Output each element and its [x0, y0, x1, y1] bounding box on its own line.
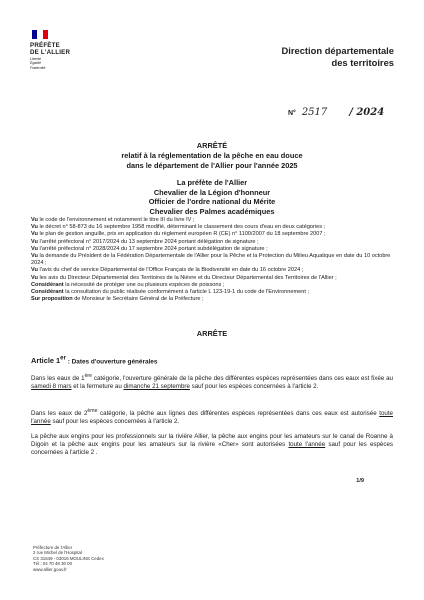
footer-address	[33, 545, 104, 572]
arrete-heading: ARRÊTE	[196, 329, 228, 338]
title-line-1: relatif à la réglementation de la pêche en eau douce	[121, 151, 303, 160]
visa-text: l'avis du chef de service Départemental de l'Office Français de la Biodiversité en date du 16 octobre 2024 ;	[37, 267, 304, 274]
prefecture-logo	[30, 30, 100, 70]
prefet-line-2: Chevalier de la Légion d'honneur	[153, 187, 271, 197]
p3-text-b: sauf pour les espèces concernées à l'article 2 .	[31, 440, 393, 456]
visa-text: le décret n° 58-873 du 16 septembre 1958 modifié, déterminant le classement des cours d'eau en deux catégories ;	[37, 224, 326, 231]
p2-text-b: catégorie, la pêche aux lignes des différentes espèces représentées dans ces eaux est autorisée	[97, 410, 380, 418]
prefet-line-4: Chevalier des Palmes académiques	[149, 206, 275, 216]
visa-item	[31, 224, 397, 231]
visa-lead: Considérant	[31, 289, 64, 296]
department-line-1: Direction départementale	[281, 45, 394, 56]
visa-item	[31, 296, 397, 303]
reference-handwritten-number: 2517	[301, 107, 328, 118]
p3-text-a: La pêche aux engins pour les professionnels sur la rivière Allier, la pêche aux engins pour les amateurs sur le canal de Roanne à Digoin et la pêche aux engins pour les amateurs sur la rivière «Cher» sont autorisées	[31, 433, 393, 448]
visa-item	[31, 289, 397, 296]
visa-text: les avis du Directeur Départemental des Territoires de la Nièvre et du Directeur Départemental des Territoires de l'Allier ;	[37, 274, 337, 281]
republic-flag-icon	[32, 30, 48, 39]
reference-handwritten-year: / 2024	[349, 107, 385, 118]
reference-number	[288, 107, 384, 118]
visa-text: l'arrêté préfectoral n° 2017/2024 du 13 septembre 2024 portant délégation de signature ;	[37, 238, 259, 245]
reference-prefix: N°	[288, 110, 296, 117]
visa-lead: Vu	[31, 274, 38, 281]
footer-line: 2 rue Michel de l'Hospital	[33, 550, 82, 556]
visa-lead: Vu	[31, 238, 38, 245]
visa-item	[31, 239, 397, 246]
logo-line-2: DE L'ALLIER	[30, 49, 71, 56]
footer-line: Tél : 04 70 48 30 00	[33, 561, 73, 567]
republic-motto	[30, 57, 100, 70]
visa-item	[31, 267, 397, 274]
p1-text-b: catégorie, l'ouverture générale de la pêche des différentes espèces représentées dans ces eaux est fixée au	[92, 375, 393, 383]
motto-fraternite: Fraternité	[30, 65, 46, 70]
visa-lead: Vu	[31, 231, 38, 238]
document-title	[0, 141, 424, 171]
p2-text-c: sauf pour les espèces concernées à l'article 2.	[50, 417, 180, 425]
p1-text-a: Dans les eaux de 1	[31, 375, 85, 383]
p1-text-d: sauf pour les espèces concernées à l'article 2.	[189, 382, 319, 390]
motto-liberte: Liberté	[30, 57, 41, 61]
prefet-line-3: Officier de l'ordre national du Mérite	[148, 197, 276, 207]
motto-egalite: Égalité	[30, 61, 41, 66]
visa-text: le code de l'environnement et notamment le titre III du livre IV ;	[37, 217, 195, 223]
visa-lead: Vu	[31, 267, 38, 274]
p2-sup: ème	[87, 408, 98, 414]
p1-text-c: et la fermeture au	[71, 382, 124, 390]
prefet-block	[0, 178, 424, 216]
article-1-label	[31, 356, 66, 365]
closing-date: dimanche 21 septembre	[123, 382, 190, 390]
department-name	[281, 45, 394, 69]
visa-text: l'arrêté préfectoral n° 2028/2024 du 17 septembre 2024 portant subdélégation de signature ;	[37, 245, 268, 252]
article-1-paragraph-3	[31, 433, 393, 456]
article-1-paragraph-2	[31, 408, 393, 426]
prefet-line-1: La préfète de l'Allier	[176, 178, 248, 187]
title-heading: ARRÊTÉ	[196, 141, 228, 150]
page-number: 1/9	[356, 478, 364, 484]
visa-text: la nécessité de protéger une ou plusieurs espèces de poissons ;	[63, 281, 225, 288]
footer-line: CS 31649 - 03016 MOULINS Cedex	[33, 555, 104, 561]
logo-line-1: PRÉFÈTE	[30, 42, 60, 49]
visa-lead: Vu	[31, 253, 38, 260]
p2-text-a: Dans les eaux de 2	[31, 410, 88, 418]
visa-item	[31, 275, 397, 282]
visa-text: de Monsieur le Secrétaire Général de la Préfecture ;	[72, 296, 204, 303]
footer-line: Préfecture de l'Allier	[33, 545, 73, 550]
title-line-2: dans le département de l'Allier pour l'année 2025	[126, 161, 298, 170]
visa-item	[31, 231, 397, 238]
article-label-sup: er	[60, 355, 66, 362]
footer-website-link[interactable]: www.allier.gouv.fr	[33, 566, 67, 572]
p1-sup: ère	[84, 373, 93, 379]
visa-item	[31, 246, 397, 253]
visa-lead: Vu	[31, 217, 38, 223]
visa-lead: Considérant	[31, 281, 64, 288]
visa-item	[31, 282, 397, 289]
article-1-heading	[31, 355, 157, 365]
logo-title	[30, 42, 100, 56]
article-1-title: : Dates d'ouverture générales	[66, 358, 158, 366]
flag-red-stripe	[43, 30, 48, 39]
article-label-text: Article 1	[31, 356, 61, 366]
visa-text: la consultation du public réalisée conformément à l'article L 123-19-1 du code de l'Environnement ;	[63, 289, 310, 296]
p2-underlined: toute l'année	[31, 410, 393, 425]
visa-item	[31, 253, 397, 267]
article-1-paragraph-1	[31, 373, 393, 391]
visa-text: la demande du Président de la Fédération Départementale de l'Allier pour la Pêche et la Protection du Milieu Aquatique en date du 10 octobre 2024 ;	[31, 253, 391, 267]
p3-underlined: toute l'année	[288, 440, 326, 448]
visa-text: le plan de gestion anguille, pris en application du règlement européen R (CE) n° 1100/2007 du 18 septembre 2007 ;	[37, 231, 326, 238]
opening-date: samedi 8 mars	[31, 382, 72, 390]
visa-item	[31, 217, 397, 224]
visa-lead: Sur proposition	[31, 296, 73, 303]
visas-list	[31, 217, 397, 303]
visa-lead: Vu	[31, 224, 38, 231]
visa-lead: Vu	[31, 245, 38, 252]
department-line-2: des territoires	[331, 57, 394, 68]
